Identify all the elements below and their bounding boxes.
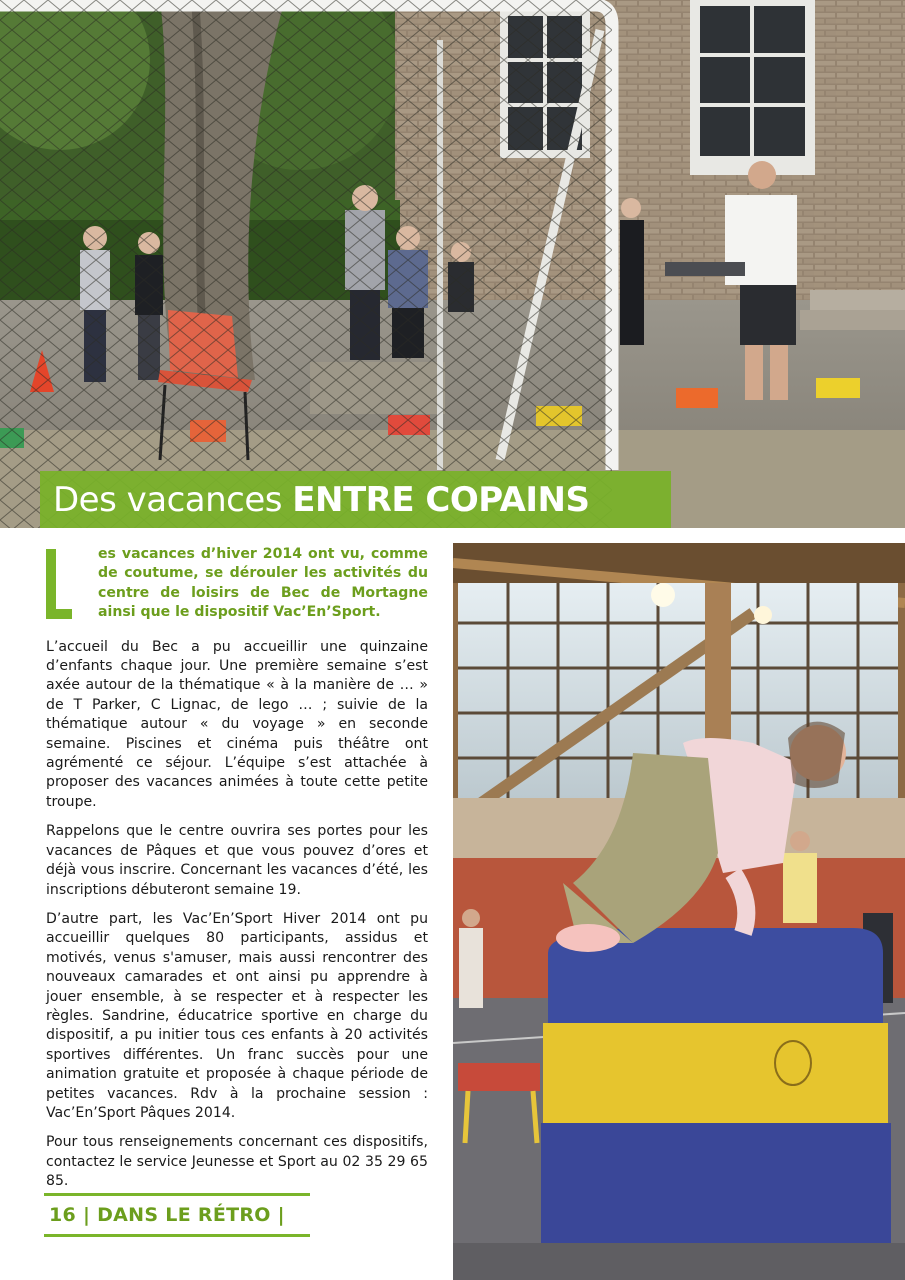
page-footer: 16 | DANS LE RÉTRO | xyxy=(49,1204,285,1226)
footer-rule-top xyxy=(44,1193,310,1196)
hero-photo xyxy=(0,0,905,528)
headline-band xyxy=(40,471,671,528)
schoolyard-goal-photo xyxy=(0,0,905,528)
paragraph-inscriptions: Rappelons que le centre ouvrira ses portes pour les vacances de Pâques et que vous pouvez d’ores et déjà vous inscrire. Concernant les vacances d’été, les inscriptions débuteront semaine 19. xyxy=(46,823,428,898)
side-photo xyxy=(453,543,905,1280)
paragraph-vacensport: D’autre part, les Vac’En’Sport Hiver 2014 ont pu accueillir quelques 80 participants, assidus et motivés, venus s'amuser, mais aussi rencontrer des nouveaux camarades et ont ainsi pu apprendre à jouer ensemble, à se respecter et à respecter les règles. Sandrine, éducatrice sportive en charge du dispositif, a pu initier tous ces enfants à 20 activités sportives différentes. Un franc succès pour une animation gratuite et proposée à chaque période de petites vacances. Rdv à la prochaine session : Vac’En’Sport Pâques 2014. xyxy=(46,910,428,1121)
paragraph-accueil: L’accueil du Bec a pu accueillir une quinzaine d’enfants chaque jour. Une première semaine s’est axée autour de la thématique « à la manière de … » de T Parker, C Lignac, de lego … ; suivie de la thématique autour « du voyage » en seconde semaine. Piscines et cinéma puis théâtre ont agrémenté ce séjour. L’équipe s’est attachée à proposer des vacances animées à toute cette petite troupe. xyxy=(46,638,428,810)
dropcap-letter xyxy=(46,549,72,619)
article-body xyxy=(46,545,428,1202)
footer-rule-bottom xyxy=(44,1234,310,1237)
page-title xyxy=(53,480,589,520)
lead-text: es vacances d’hiver 2014 ont vu, comme de coutume, se dérouler les activités du centre de loisirs de Bec de Mortagne ainsi que le dispositif Vac’En’Sport. xyxy=(98,546,428,621)
title-bold: ENTRE COPAINS xyxy=(292,479,590,520)
title-light: Des vacances xyxy=(53,479,293,520)
lead-paragraph xyxy=(46,545,428,623)
paragraph-contact: Pour tous renseignements concernant ces dispositifs, contactez le service Jeunesse et Sport au 02 35 29 65 85. xyxy=(46,1134,428,1190)
gymnasium-vault-photo xyxy=(453,543,905,1280)
